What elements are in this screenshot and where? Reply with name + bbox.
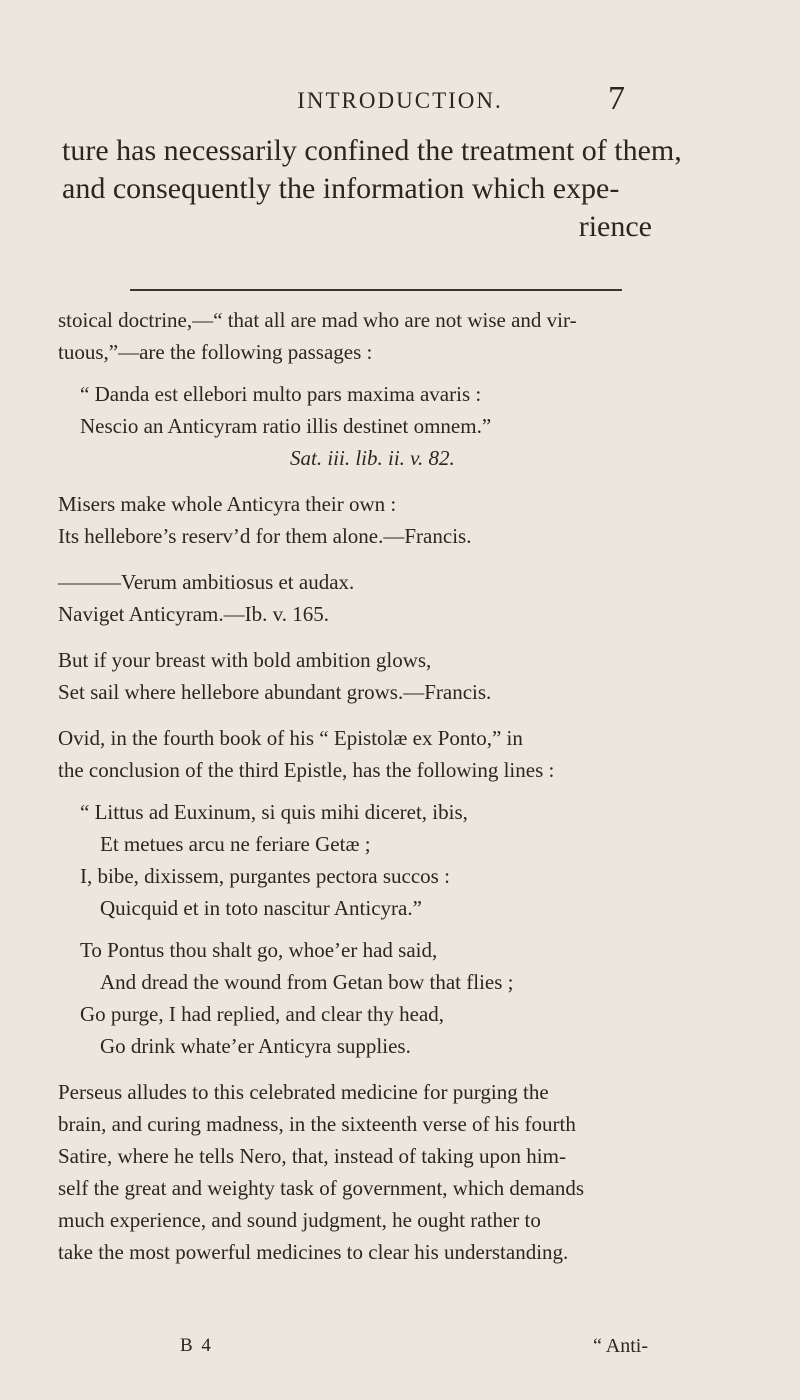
- text-line: take the most powerful medicines to clear his understanding.: [58, 1240, 569, 1264]
- signature-mark: B 4: [180, 1335, 213, 1356]
- text-line: Perseus alludes to this celebrated medicine for purging the: [58, 1080, 549, 1104]
- text-line: tuous,”—are the following passages :: [58, 340, 373, 364]
- latin-verse-line: ———Verum ambitiosus et audax.: [58, 570, 355, 594]
- latin-verse-line: “ Danda est ellebori multo pars maxima avaris :: [80, 382, 482, 406]
- translation-line: But if your breast with bold ambition glows,: [58, 648, 432, 672]
- text-line: much experience, and sound judgment, he ought rather to: [58, 1208, 541, 1232]
- text-line: ture has necessarily confined the treatment of them,: [62, 134, 682, 167]
- text-line: rience: [578, 210, 652, 243]
- section-divider: [130, 289, 622, 291]
- latin-verse-line: Et metues arcu ne feriare Getæ ;: [100, 832, 371, 856]
- translation-line: To Pontus thou shalt go, whoe’er had said,: [80, 938, 438, 962]
- main-text: [58, 304, 658, 1268]
- text-line: brain, and curing madness, in the sixteenth verse of his fourth: [58, 1112, 576, 1136]
- page-number: 7: [608, 80, 625, 117]
- translation-line: Go drink whate’er Anticyra supplies.: [100, 1034, 411, 1058]
- text-line: stoical doctrine,—“ that all are mad who are not wise and vir-: [58, 308, 577, 332]
- latin-verse-line: Naviget Anticyram.—Ib. v. 165.: [58, 602, 330, 626]
- page-footer: [58, 1335, 648, 1369]
- text-line: self the great and weighty task of government, which demands: [58, 1176, 585, 1200]
- latin-verse-line: I, bibe, dixissem, purgantes pectora succos :: [80, 864, 450, 888]
- translation-line: Its hellebore’s reserv’d for them alone.—Francis.: [58, 524, 472, 548]
- text-line: and consequently the information which expe-: [62, 172, 620, 205]
- text-line: the conclusion of the third Epistle, has the following lines :: [58, 758, 555, 782]
- translation-line: And dread the wound from Getan bow that flies ;: [100, 970, 514, 994]
- latin-verse-line: “ Littus ad Euxinum, si quis mihi diceret, ibis,: [80, 800, 468, 824]
- running-title: INTRODUCTION.: [297, 88, 503, 113]
- text-line: Satire, where he tells Nero, that, instead of taking upon him-: [58, 1144, 566, 1168]
- catchword: “ Anti-: [593, 1335, 648, 1357]
- page-header: [0, 80, 800, 128]
- translation-line: Go purge, I had replied, and clear thy head,: [80, 1002, 445, 1026]
- top-paragraph: [62, 132, 682, 246]
- text-line: Ovid, in the fourth book of his “ Epistolæ ex Ponto,” in: [58, 726, 523, 750]
- citation: Sat. iii. lib. ii. v. 82.: [290, 446, 455, 470]
- latin-verse-line: Quicquid et in toto nascitur Anticyra.”: [100, 896, 422, 920]
- translation-line: Set sail where hellebore abundant grows.—Francis.: [58, 680, 492, 704]
- translation-line: Misers make whole Anticyra their own :: [58, 492, 397, 516]
- latin-verse-line: Nescio an Anticyram ratio illis destinet omnem.”: [80, 414, 492, 438]
